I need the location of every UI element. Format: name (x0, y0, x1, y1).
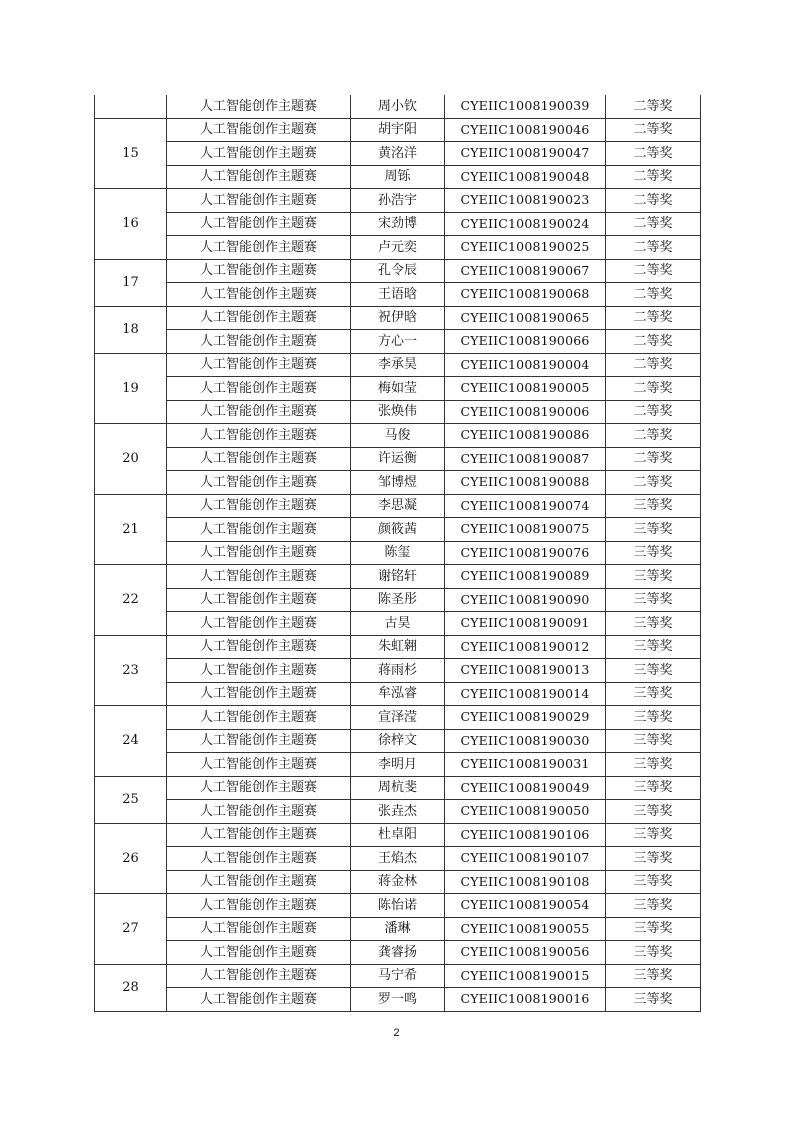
award-cell: 三等奖 (606, 847, 701, 871)
award-cell: 三等奖 (606, 917, 701, 941)
table-row (95, 142, 701, 166)
name-cell: 古昊 (351, 612, 445, 636)
code-cell: CYEIIC1008190089 (445, 565, 606, 589)
table-row (95, 917, 701, 941)
name-cell: 龚睿扬 (351, 941, 445, 965)
group-number-cell: 22 (95, 565, 167, 636)
category-cell: 人工智能创作主题赛 (167, 588, 351, 612)
group-number-cell: 25 (95, 776, 167, 823)
table-row (95, 306, 701, 330)
table-row (95, 729, 701, 753)
table-row (95, 847, 701, 871)
category-cell: 人工智能创作主题赛 (167, 729, 351, 753)
name-cell: 陈圣彤 (351, 588, 445, 612)
award-cell: 三等奖 (606, 870, 701, 894)
code-cell: CYEIIC1008190015 (445, 964, 606, 988)
award-cell: 三等奖 (606, 494, 701, 518)
name-cell: 张垚杰 (351, 800, 445, 824)
category-cell: 人工智能创作主题赛 (167, 518, 351, 542)
category-cell: 人工智能创作主题赛 (167, 377, 351, 401)
award-cell: 二等奖 (606, 306, 701, 330)
table-row (95, 800, 701, 824)
award-cell: 三等奖 (606, 988, 701, 1012)
table-row (95, 565, 701, 589)
code-cell: CYEIIC1008190086 (445, 424, 606, 448)
name-cell: 宋劲博 (351, 212, 445, 236)
table-row (95, 706, 701, 730)
award-cell: 二等奖 (606, 142, 701, 166)
award-cell: 三等奖 (606, 776, 701, 800)
name-cell: 孔令辰 (351, 259, 445, 283)
code-cell: CYEIIC1008190048 (445, 165, 606, 189)
name-cell: 张焕伟 (351, 400, 445, 424)
table-row (95, 212, 701, 236)
code-cell: CYEIIC1008190075 (445, 518, 606, 542)
table-row (95, 95, 701, 118)
code-cell: CYEIIC1008190074 (445, 494, 606, 518)
name-cell: 卢元奕 (351, 236, 445, 260)
name-cell: 孙浩宇 (351, 189, 445, 213)
category-cell: 人工智能创作主题赛 (167, 165, 351, 189)
table-row (95, 870, 701, 894)
code-cell: CYEIIC1008190108 (445, 870, 606, 894)
category-cell: 人工智能创作主题赛 (167, 565, 351, 589)
code-cell: CYEIIC1008190055 (445, 917, 606, 941)
name-cell: 黄洺洋 (351, 142, 445, 166)
category-cell: 人工智能创作主题赛 (167, 424, 351, 448)
code-cell: CYEIIC1008190013 (445, 659, 606, 683)
category-cell: 人工智能创作主题赛 (167, 212, 351, 236)
category-cell: 人工智能创作主题赛 (167, 541, 351, 565)
category-cell: 人工智能创作主题赛 (167, 142, 351, 166)
name-cell: 周杭斐 (351, 776, 445, 800)
code-cell: CYEIIC1008190023 (445, 189, 606, 213)
award-cell: 三等奖 (606, 659, 701, 683)
award-cell: 二等奖 (606, 424, 701, 448)
award-cell: 二等奖 (606, 236, 701, 260)
code-cell: CYEIIC1008190046 (445, 118, 606, 142)
category-cell: 人工智能创作主题赛 (167, 494, 351, 518)
name-cell: 朱虹翱 (351, 635, 445, 659)
category-cell: 人工智能创作主题赛 (167, 95, 351, 118)
award-cell: 二等奖 (606, 471, 701, 495)
category-cell: 人工智能创作主题赛 (167, 706, 351, 730)
category-cell: 人工智能创作主题赛 (167, 800, 351, 824)
group-number-cell: 23 (95, 635, 167, 706)
code-cell: CYEIIC1008190006 (445, 400, 606, 424)
category-cell: 人工智能创作主题赛 (167, 753, 351, 777)
award-cell: 二等奖 (606, 189, 701, 213)
award-cell: 三等奖 (606, 588, 701, 612)
group-number-cell: 15 (95, 118, 167, 189)
name-cell: 王语晗 (351, 283, 445, 307)
table-row (95, 894, 701, 918)
table-row (95, 588, 701, 612)
category-cell: 人工智能创作主题赛 (167, 259, 351, 283)
code-cell: CYEIIC1008190090 (445, 588, 606, 612)
category-cell: 人工智能创作主题赛 (167, 659, 351, 683)
award-table-body (95, 95, 701, 1011)
table-row (95, 635, 701, 659)
code-cell: CYEIIC1008190030 (445, 729, 606, 753)
award-cell: 三等奖 (606, 635, 701, 659)
name-cell: 杜卓阳 (351, 823, 445, 847)
name-cell: 宣泽滢 (351, 706, 445, 730)
award-cell: 二等奖 (606, 353, 701, 377)
award-cell: 二等奖 (606, 212, 701, 236)
table-row (95, 471, 701, 495)
code-cell: CYEIIC1008190087 (445, 447, 606, 471)
code-cell: CYEIIC1008190024 (445, 212, 606, 236)
category-cell: 人工智能创作主题赛 (167, 776, 351, 800)
group-number-cell: 18 (95, 306, 167, 353)
group-number-cell: 17 (95, 259, 167, 306)
category-cell: 人工智能创作主题赛 (167, 353, 351, 377)
name-cell: 祝伊晗 (351, 306, 445, 330)
category-cell: 人工智能创作主题赛 (167, 870, 351, 894)
table-row (95, 236, 701, 260)
category-cell: 人工智能创作主题赛 (167, 917, 351, 941)
code-cell: CYEIIC1008190031 (445, 753, 606, 777)
table-row (95, 165, 701, 189)
award-cell: 三等奖 (606, 541, 701, 565)
table-row (95, 400, 701, 424)
category-cell: 人工智能创作主题赛 (167, 894, 351, 918)
award-cell: 三等奖 (606, 729, 701, 753)
name-cell: 邹博煜 (351, 471, 445, 495)
name-cell: 周铄 (351, 165, 445, 189)
code-cell: CYEIIC1008190012 (445, 635, 606, 659)
name-cell: 潘琳 (351, 917, 445, 941)
name-cell: 李承昊 (351, 353, 445, 377)
name-cell: 李明月 (351, 753, 445, 777)
name-cell: 王焰杰 (351, 847, 445, 871)
table-row (95, 259, 701, 283)
name-cell: 陈玺 (351, 541, 445, 565)
category-cell: 人工智能创作主题赛 (167, 471, 351, 495)
category-cell: 人工智能创作主题赛 (167, 236, 351, 260)
table-row (95, 283, 701, 307)
table-row (95, 753, 701, 777)
name-cell: 梅如莹 (351, 377, 445, 401)
category-cell: 人工智能创作主题赛 (167, 964, 351, 988)
table-row (95, 377, 701, 401)
category-cell: 人工智能创作主题赛 (167, 330, 351, 354)
name-cell: 周小钦 (351, 95, 445, 118)
name-cell: 颜筱茜 (351, 518, 445, 542)
group-number-cell: 19 (95, 353, 167, 424)
award-table (94, 95, 701, 1012)
table-row (95, 541, 701, 565)
table-row (95, 330, 701, 354)
award-cell: 二等奖 (606, 330, 701, 354)
code-cell: CYEIIC1008190054 (445, 894, 606, 918)
category-cell: 人工智能创作主题赛 (167, 988, 351, 1012)
code-cell: CYEIIC1008190005 (445, 377, 606, 401)
group-number-cell: 24 (95, 706, 167, 777)
table-row (95, 189, 701, 213)
code-cell: CYEIIC1008190076 (445, 541, 606, 565)
code-cell: CYEIIC1008190091 (445, 612, 606, 636)
table-row (95, 823, 701, 847)
table-row (95, 424, 701, 448)
code-cell: CYEIIC1008190029 (445, 706, 606, 730)
award-cell: 三等奖 (606, 823, 701, 847)
name-cell: 徐梓文 (351, 729, 445, 753)
category-cell: 人工智能创作主题赛 (167, 682, 351, 706)
code-cell: CYEIIC1008190088 (445, 471, 606, 495)
table-row (95, 941, 701, 965)
category-cell: 人工智能创作主题赛 (167, 118, 351, 142)
award-cell: 二等奖 (606, 377, 701, 401)
award-cell: 三等奖 (606, 682, 701, 706)
code-cell: CYEIIC1008190050 (445, 800, 606, 824)
code-cell: CYEIIC1008190106 (445, 823, 606, 847)
name-cell: 胡宇阳 (351, 118, 445, 142)
code-cell: CYEIIC1008190107 (445, 847, 606, 871)
group-number-cell: 21 (95, 494, 167, 565)
table-row (95, 682, 701, 706)
table-row (95, 612, 701, 636)
name-cell: 李思凝 (351, 494, 445, 518)
award-cell: 三等奖 (606, 565, 701, 589)
name-cell: 谢铭轩 (351, 565, 445, 589)
name-cell: 蒋金林 (351, 870, 445, 894)
award-cell: 三等奖 (606, 753, 701, 777)
award-cell: 二等奖 (606, 447, 701, 471)
group-number-cell: 26 (95, 823, 167, 894)
code-cell: CYEIIC1008190004 (445, 353, 606, 377)
table-row (95, 494, 701, 518)
code-cell: CYEIIC1008190068 (445, 283, 606, 307)
award-cell: 二等奖 (606, 400, 701, 424)
table-row (95, 776, 701, 800)
page-number: 2 (393, 1027, 400, 1039)
award-cell: 三等奖 (606, 941, 701, 965)
award-cell: 二等奖 (606, 283, 701, 307)
table-row (95, 353, 701, 377)
award-cell: 二等奖 (606, 95, 701, 118)
name-cell: 马俊 (351, 424, 445, 448)
award-cell: 三等奖 (606, 964, 701, 988)
award-cell: 三等奖 (606, 800, 701, 824)
group-number-cell: 20 (95, 424, 167, 495)
award-cell: 三等奖 (606, 612, 701, 636)
award-cell: 三等奖 (606, 518, 701, 542)
name-cell: 牟泓睿 (351, 682, 445, 706)
table-row (95, 964, 701, 988)
table-row (95, 118, 701, 142)
name-cell: 许运衡 (351, 447, 445, 471)
code-cell: CYEIIC1008190049 (445, 776, 606, 800)
category-cell: 人工智能创作主题赛 (167, 612, 351, 636)
category-cell: 人工智能创作主题赛 (167, 189, 351, 213)
code-cell: CYEIIC1008190016 (445, 988, 606, 1012)
category-cell: 人工智能创作主题赛 (167, 447, 351, 471)
name-cell: 方心一 (351, 330, 445, 354)
code-cell: CYEIIC1008190047 (445, 142, 606, 166)
award-cell: 二等奖 (606, 165, 701, 189)
category-cell: 人工智能创作主题赛 (167, 941, 351, 965)
table-row (95, 518, 701, 542)
name-cell: 蒋雨杉 (351, 659, 445, 683)
code-cell: CYEIIC1008190039 (445, 95, 606, 118)
name-cell: 罗一鸣 (351, 988, 445, 1012)
code-cell: CYEIIC1008190056 (445, 941, 606, 965)
award-cell: 二等奖 (606, 118, 701, 142)
category-cell: 人工智能创作主题赛 (167, 283, 351, 307)
code-cell: CYEIIC1008190014 (445, 682, 606, 706)
award-cell: 二等奖 (606, 259, 701, 283)
code-cell: CYEIIC1008190066 (445, 330, 606, 354)
code-cell: CYEIIC1008190025 (445, 236, 606, 260)
category-cell: 人工智能创作主题赛 (167, 306, 351, 330)
code-cell: CYEIIC1008190065 (445, 306, 606, 330)
category-cell: 人工智能创作主题赛 (167, 400, 351, 424)
group-number-cell: 27 (95, 894, 167, 965)
name-cell: 马宁希 (351, 964, 445, 988)
group-number-cell (95, 95, 167, 118)
category-cell: 人工智能创作主题赛 (167, 823, 351, 847)
award-cell: 三等奖 (606, 894, 701, 918)
table-row (95, 988, 701, 1012)
award-cell: 三等奖 (606, 706, 701, 730)
table-row (95, 447, 701, 471)
table-row (95, 659, 701, 683)
name-cell: 陈怡诺 (351, 894, 445, 918)
category-cell: 人工智能创作主题赛 (167, 635, 351, 659)
code-cell: CYEIIC1008190067 (445, 259, 606, 283)
group-number-cell: 16 (95, 189, 167, 260)
group-number-cell: 28 (95, 964, 167, 1011)
category-cell: 人工智能创作主题赛 (167, 847, 351, 871)
